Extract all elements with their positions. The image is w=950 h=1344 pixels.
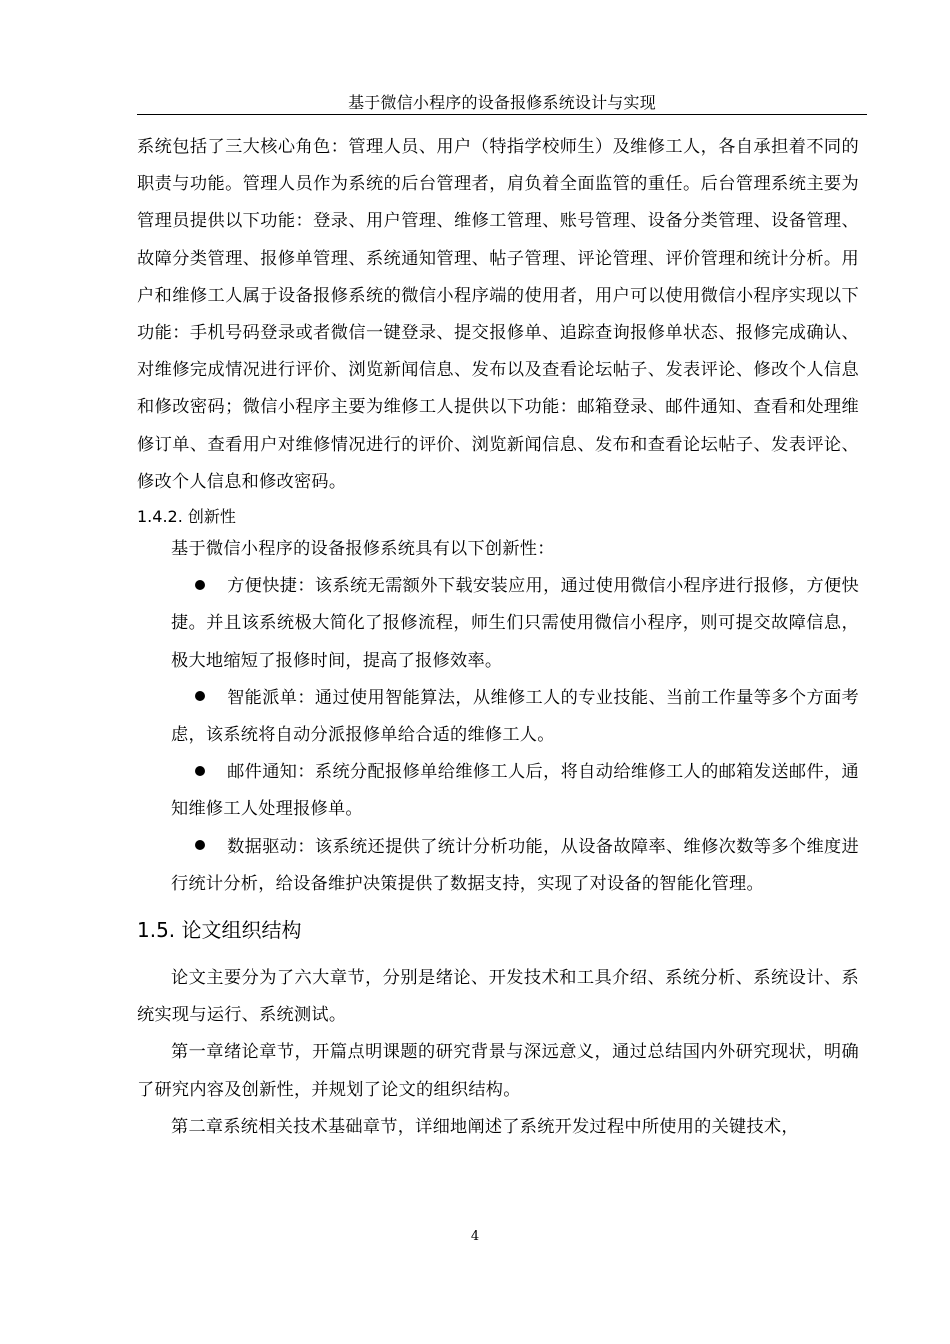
bullet-dot-icon (171, 680, 227, 717)
paragraph-innovation-intro: 基于微信小程序的设备报修系统具有以下创新性： (171, 539, 555, 560)
page-number: 4 (470, 1229, 480, 1244)
page-body (137, 129, 859, 1146)
running-header: 基于微信小程序的设备报修系统设计与实现 (137, 92, 867, 115)
bullet-text: 方便快捷：该系统无需额外下载安装应用，通过使用微信小程序进行报修，方便快捷。并且该系统极大简化了报修流程，师生们只需使用微信小程序，则可提交故障信息，极大地缩短了报修时间，提高了报修效率。 (171, 576, 859, 671)
paragraph-system-roles: 系统包括了三大核心角色：管理人员、用户（特指学校师生）及维修工人，各自承担着不同的职责与功能。管理人员作为系统的后台管理者，肩负着全面监管的重任。后台管理系统主要为管理员提供以下功能：登录、用户管理、维修工管理、账号管理、设备分类管理、设备管理、故障分类管理、报修单管理、系统通知管理、帖子管理、评论管理、评价管理和统计分析。用户和维修工人属于设备报修系统的微信小程序端的使用者，用户可以使用微信小程序实现以下功能：手机号码登录或者微信一键登录、提交报修单、追踪查询报修单状态、报修完成确认、对维修完成情况进行评价、浏览新闻信息、发布以及查看论坛帖子、发表评论、修改个人信息和修改密码；微信小程序主要为维修工人提供以下功能：邮箱登录、邮件通知、查看和处理维修订单、查看用户对维修情况进行的评价、浏览新闻信息、发布和查看论坛帖子、发表评论、修改个人信息和修改密码。 (137, 137, 859, 492)
bullet-text: 智能派单：通过使用智能算法，从维修工人的专业技能、当前工作量等多个方面考虑，该系统将自动分派报修单给合适的维修工人。 (171, 687, 859, 746)
paragraph-organization: 论文主要分为了六大章节，分别是绪论、开发技术和工具介绍、系统分析、系统设计、系统实现与运行、系统测试。 (137, 968, 859, 1026)
bullet-dot-icon (171, 754, 227, 791)
bullet-dot-icon (171, 829, 227, 866)
section-heading-1-4-2: 1.4.2. 创新性 (137, 507, 236, 527)
bullet-dot-icon (171, 568, 227, 605)
bullet-item (137, 568, 859, 680)
paragraph-chapter-2: 第二章系统相关技术基础章节，详细地阐述了系统开发过程中所使用的关键技术， (171, 1116, 799, 1137)
bullet-item (137, 680, 859, 754)
bullet-text: 邮件通知：系统分配报修单给维修工人后，将自动给维修工人的邮箱发送邮件，通知维修工人处理报修单。 (171, 762, 859, 820)
bullet-item (137, 829, 859, 903)
bullet-text: 数据驱动：该系统还提供了统计分析功能，从设备故障率、维修次数等多个维度进行统计分析，给设备维护决策提供了数据支持，实现了对设备的智能化管理。 (171, 836, 859, 894)
bullet-item (137, 754, 859, 828)
paragraph-chapter-1: 第一章绪论章节，开篇点明课题的研究背景与深远意义，通过总结国内外研究现状，明确了研究内容及创新性，并规划了论文的组织结构。 (137, 1042, 859, 1100)
section-heading-1-5: 1.5. 论文组织结构 (137, 918, 302, 943)
